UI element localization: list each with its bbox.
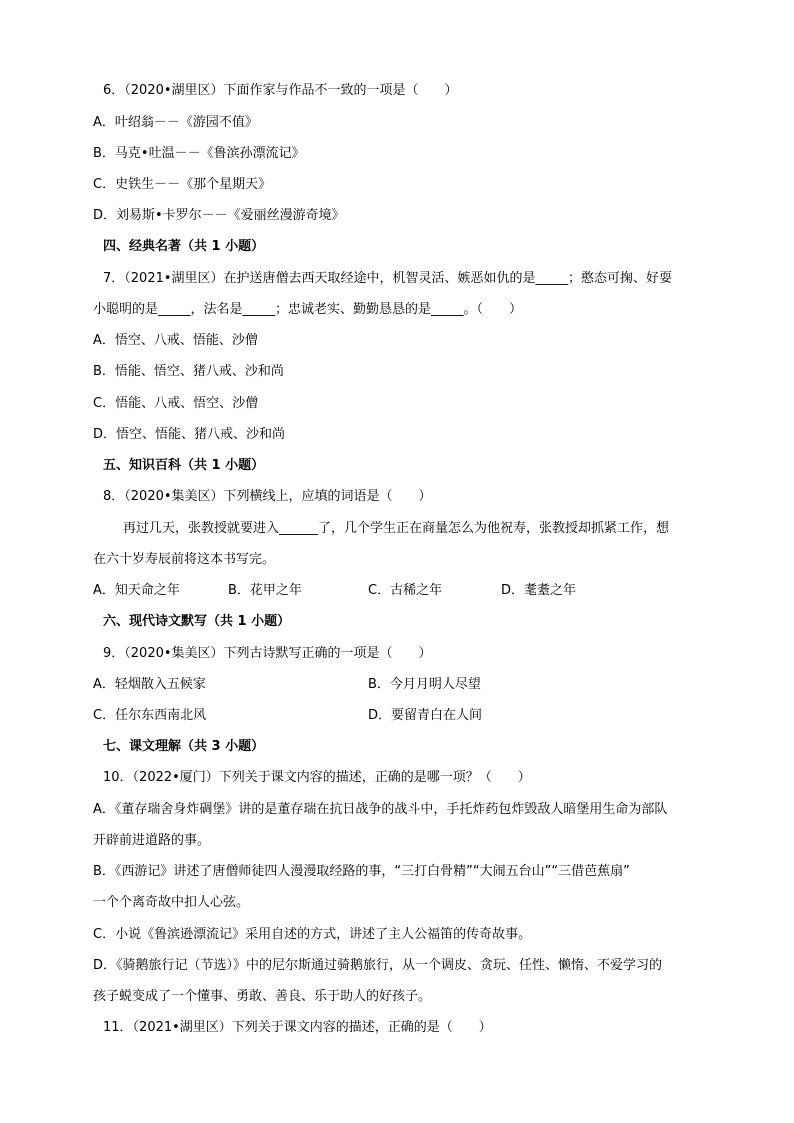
q6-option-d: D．刘易斯•卡罗尔－－《爱丽丝漫游奇境》 <box>93 208 345 223</box>
q6-stem: 6．（2020•湖里区）下面作家与作品不一致的一项是（ ） <box>103 83 458 98</box>
q7-stem-line2: 小聪明的是_____，法名是_____；忠诚老实、勤勤恳恳的是_____。（ ） <box>93 302 523 317</box>
q7-option-c: C．悟能、八戒、悟空、沙僧 <box>93 396 259 411</box>
section-heading-4: 四、经典名著（共 1 小题） <box>103 239 265 254</box>
q7-option-a: A．悟空、八戒、悟能、沙僧 <box>93 333 258 348</box>
q6-option-c: C．史铁生－－《那个星期天》 <box>93 177 272 192</box>
q10-option-c: C．小说《鲁滨逊漂流记》采用自述的方式，讲述了主人公福笛的传奇故事。 <box>93 927 532 942</box>
q10-option-b-line1: B．《西游记》讲述了唐僧师徒四人漫漫取经路的事，“三打白骨精”“大闹五台山”“三借芭蕉扇” <box>93 864 630 879</box>
q7-option-d: D．悟空、悟能、猪八戒、沙和尚 <box>93 427 286 442</box>
q11-stem: 11．（2021•湖里区）下列关于课文内容的描述，正确的是（ ） <box>103 1020 492 1035</box>
q7-option-b: B．悟能、悟空、猪八戒、沙和尚 <box>93 364 284 379</box>
q8-option-a: A．知天命之年 <box>93 583 180 598</box>
q9-option-b: B．今月月明人尽望 <box>368 677 481 692</box>
q10-option-b-line2: 一个个离奇故中扣人心弦。 <box>93 895 250 910</box>
q9-option-c: C．任尔东西南北风 <box>93 708 207 723</box>
q8-option-d: D．耄耋之年 <box>501 583 577 598</box>
q6-option-b: B．马克•吐温－－《鲁滨孙漂流记》 <box>93 146 305 161</box>
q10-stem: 10．（2022•厦门）下列关于课文内容的描述，正确的是哪一项？（ ） <box>103 770 531 785</box>
q6-option-a: A．叶绍翁－－《游园不值》 <box>93 115 258 130</box>
q7-stem-line1: 7．（2021•湖里区）在护送唐僧去西天取经途中，机智灵活、嫉恶如仇的是_____；憨态可掬、好耍 <box>103 271 673 286</box>
q10-option-a-line1: A．《董存瑞舍身炸碉堡》讲的是董存瑞在抗日战争的战斗中，手托炸药包炸毁敌人暗堡用生命为部队 <box>93 802 668 817</box>
q9-option-d: D．要留青白在人间 <box>368 708 483 723</box>
q10-option-d-line2: 孩子蜕变成了一个懂事、勇敢、善良、乐于助人的好孩子。 <box>93 989 432 1004</box>
q8-stem: 8．（2020•集美区）下列横线上，应填的词语是（ ） <box>103 489 432 504</box>
q8-passage-line1: 再过几天，张教授就要进入______了，几个学生正在商量怎么为他祝寿，张教授却抓紧工作，想 <box>123 521 670 536</box>
section-heading-7: 七、课文理解（共 3 小题） <box>103 739 265 754</box>
section-heading-5: 五、知识百科（共 1 小题） <box>103 458 265 473</box>
q8-passage-line2: 在六十岁寿辰前将这本书写完。 <box>93 552 276 567</box>
q10-option-a-line2: 开辟前进道路的事。 <box>93 833 211 848</box>
q9-stem: 9．（2020•集美区）下列古诗默写正确的一项是（ ） <box>103 646 432 661</box>
q8-option-c: C．古稀之年 <box>368 583 443 598</box>
q8-option-b: B．花甲之年 <box>228 583 302 598</box>
q10-option-d-line1: D．《骑鹅旅行记（节选）》中的尼尔斯通过骑鹅旅行，从一个调皮、贪玩、任性、懒惰、不爱学习的 <box>93 958 663 973</box>
section-heading-6: 六、现代诗文默写（共 1 小题） <box>103 614 291 629</box>
q9-option-a: A．轻烟散入五候家 <box>93 677 206 692</box>
